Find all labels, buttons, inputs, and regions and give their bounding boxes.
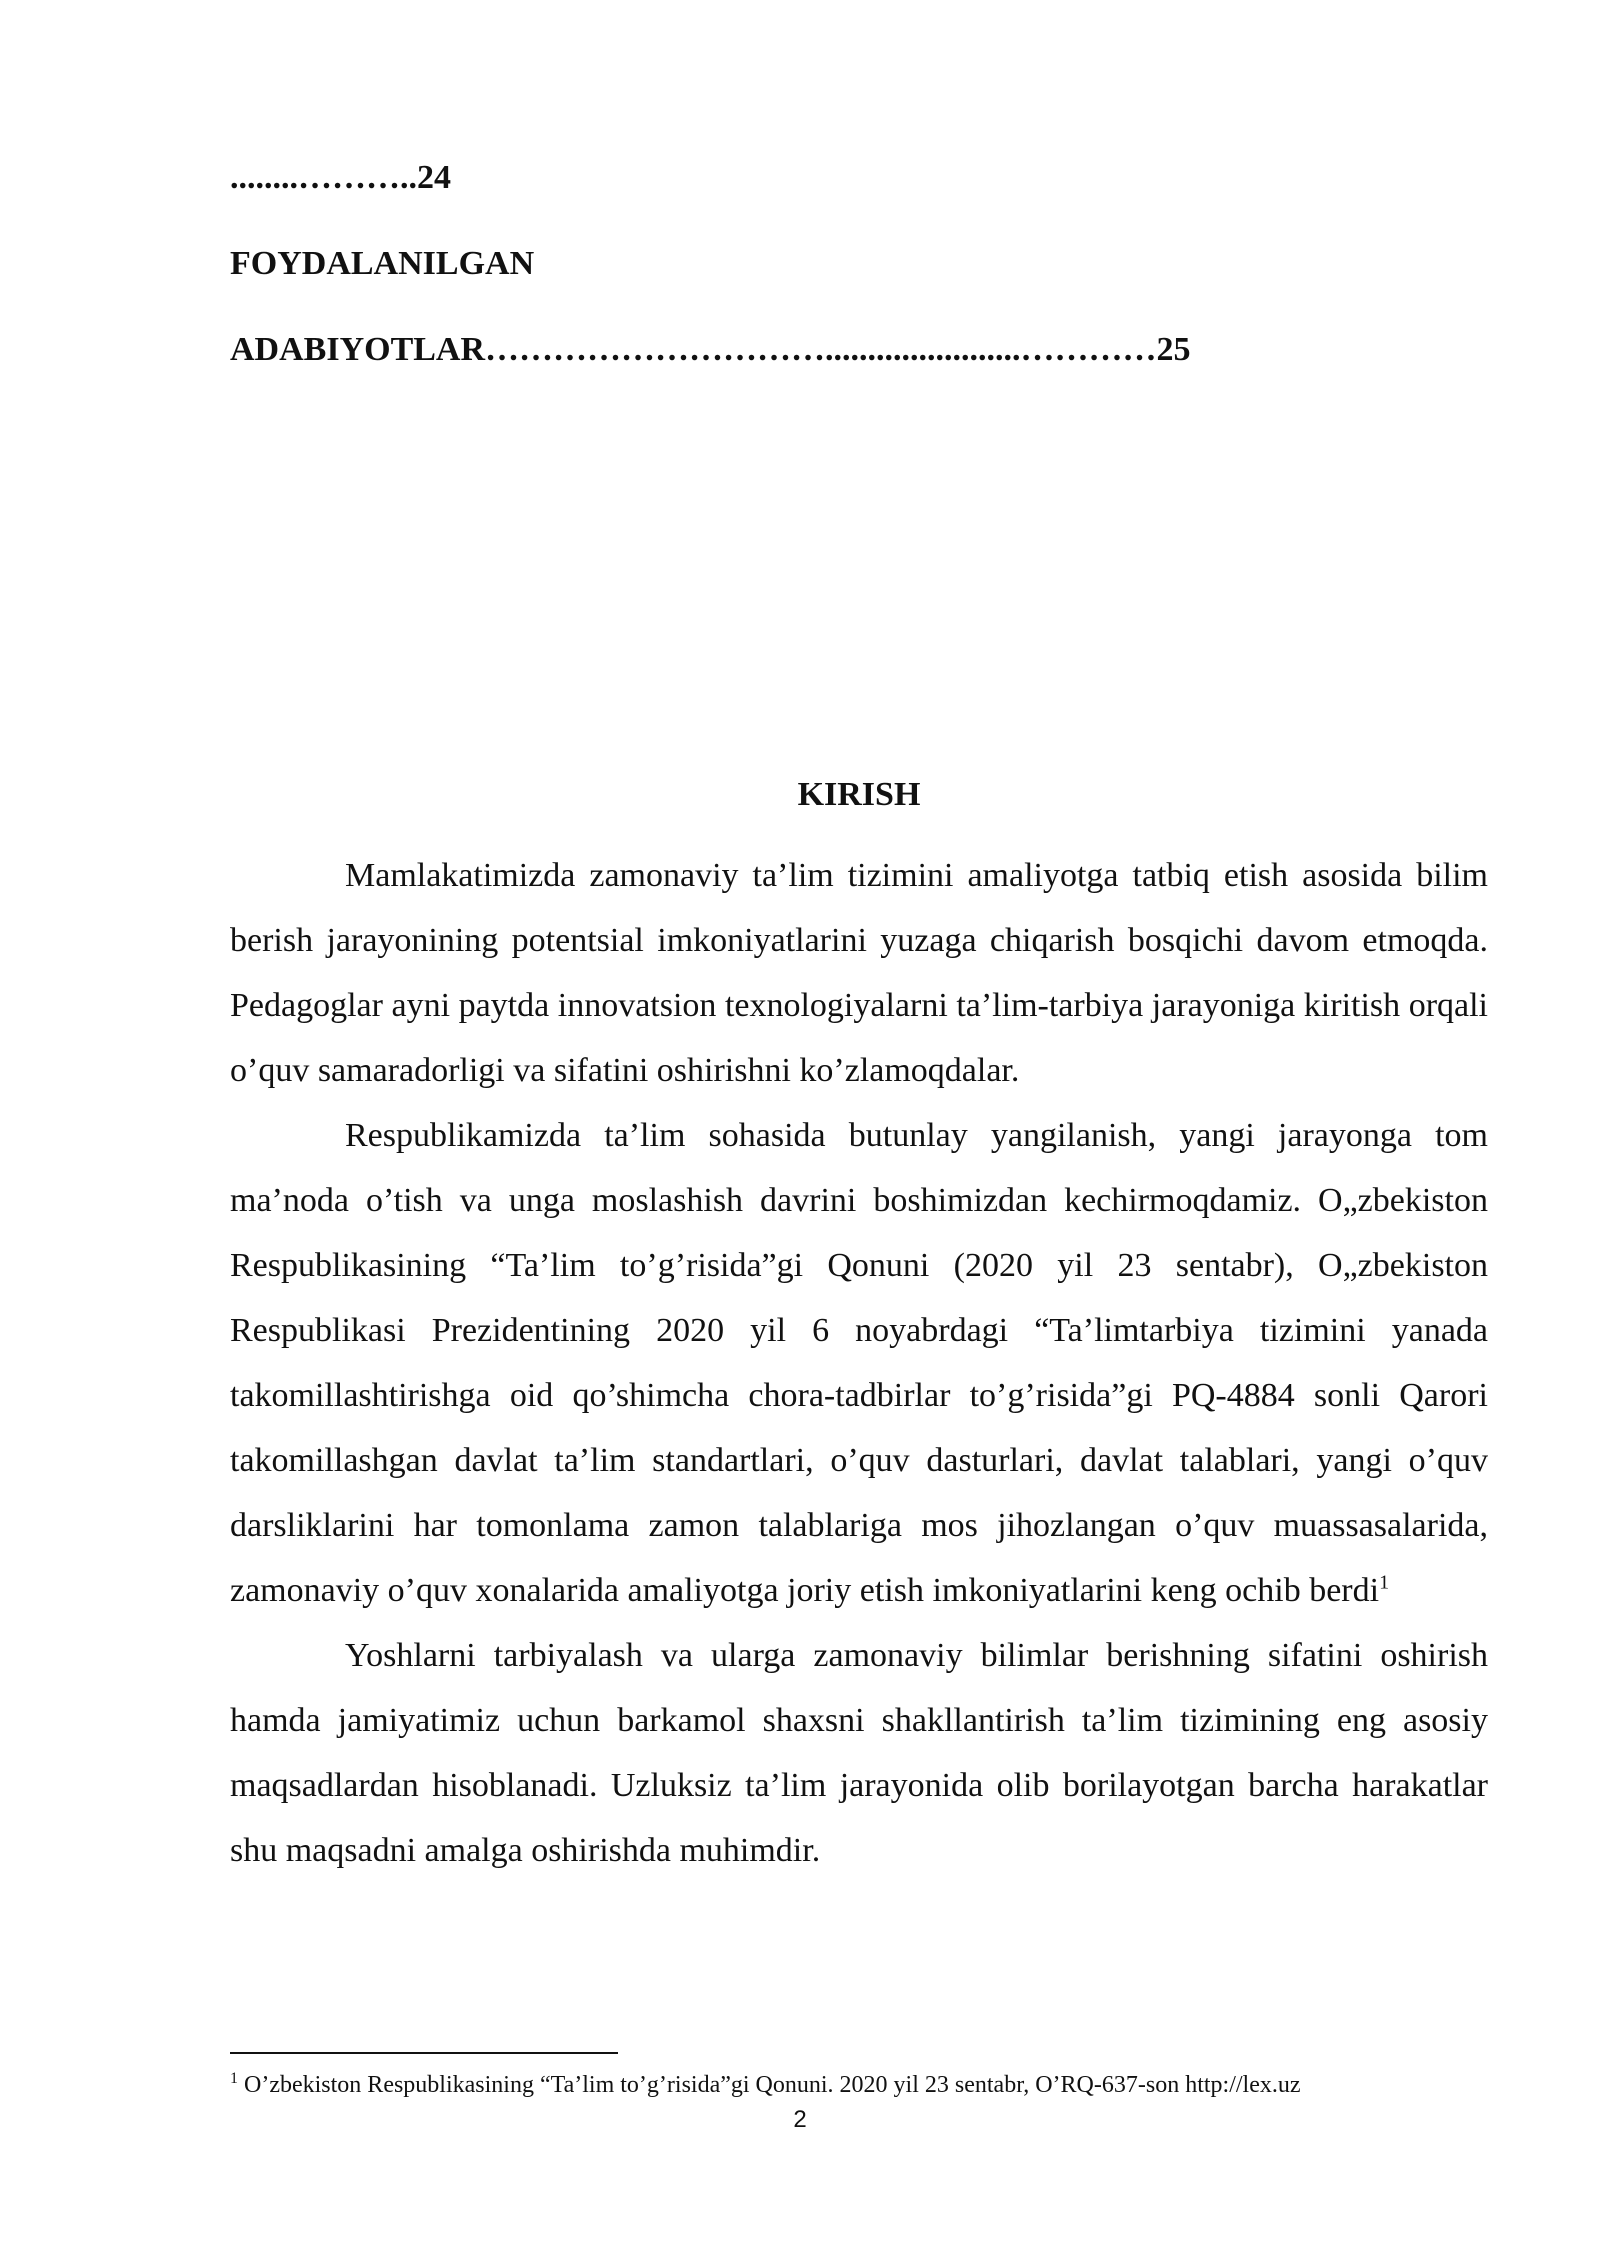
paragraph-2 [230, 1103, 1488, 1623]
page-number: 2 [793, 2106, 807, 2133]
paragraph-3: Yoshlarni tarbiyalash va ularga zamonaviy bilimlar berishning sifatini oshirish hamda jamiyatimiz uchun barkamol shaxsni shakllantirish ta’lim tizimining eng asosiy maqsadlardan hisoblanadi. Uzluksiz ta’lim jarayonida olib borilayotgan barcha harakatlar shu maqsadni amalga oshirishda muhimdir. [230, 1637, 1488, 1869]
footnote-marker: 1 [230, 2070, 238, 2087]
toc-entry-foydalanilgan: FOYDALANILGAN [230, 245, 535, 282]
footnote-text: O’zbekiston Respublikasining “Ta’lim to’g’risida”gi Qonuni. 2020 yil 23 sentabr, O’RQ-637-son http://lex.uz [238, 2072, 1301, 2098]
toc-entry-page-24: ........………..24 [230, 159, 451, 196]
toc-entry-adabiyotlar: ADABIYOTLAR………………………….......................…………25 [230, 331, 1191, 368]
paragraph-2-text: Respublikamizda ta’lim sohasida butunlay yangilanish, yangi jarayonga tom ma’noda o’tish va unga moslashish davrini boshimizdan kechirmoqdamiz. O„zbekiston Respublikasining “Ta’lim to’g’risida”gi Qonuni (2020 yil 23 sentabr), O„zbekiston Respublikasi Prezidentining 2020 yil 6 noyabrdagi “Ta’limtarbiya tizimini yanada takomillashtirishga oid qo’shimcha chora-tadbirlar to’g’risida”gi PQ-4884 sonli Qarori takomillashgan davlat ta’lim standartlari, o’quv dasturlari, davlat talablari, yangi o’quv darsliklarini har tomonlama zamon talablariga mos jihozlangan o’quv muassasalarida, zamonaviy o’quv xonalarida amaliyotga joriy etish imkoniyatlarini keng ochib berdi [230, 1117, 1488, 1609]
footnote [230, 2070, 1530, 2100]
footnote-reference: 1 [1379, 1571, 1390, 1594]
section-title: KIRISH [797, 776, 921, 813]
paragraph-1: Mamlakatimizda zamonaviy ta’lim tizimini amaliyotga tatbiq etish asosida bilim berish jarayonining potentsial imkoniyatlarini yuzaga chiqarish bosqichi davom etmoqda. Pedagoglar ayni paytda innovatsion texnologiyalarni ta’lim-tarbiya jarayoniga kiritish orqali o’quv samaradorligi va sifatini oshirishni ko’zlamoqdalar. [230, 857, 1488, 1089]
body-text [230, 843, 1488, 1883]
footnote-separator [230, 2052, 618, 2054]
